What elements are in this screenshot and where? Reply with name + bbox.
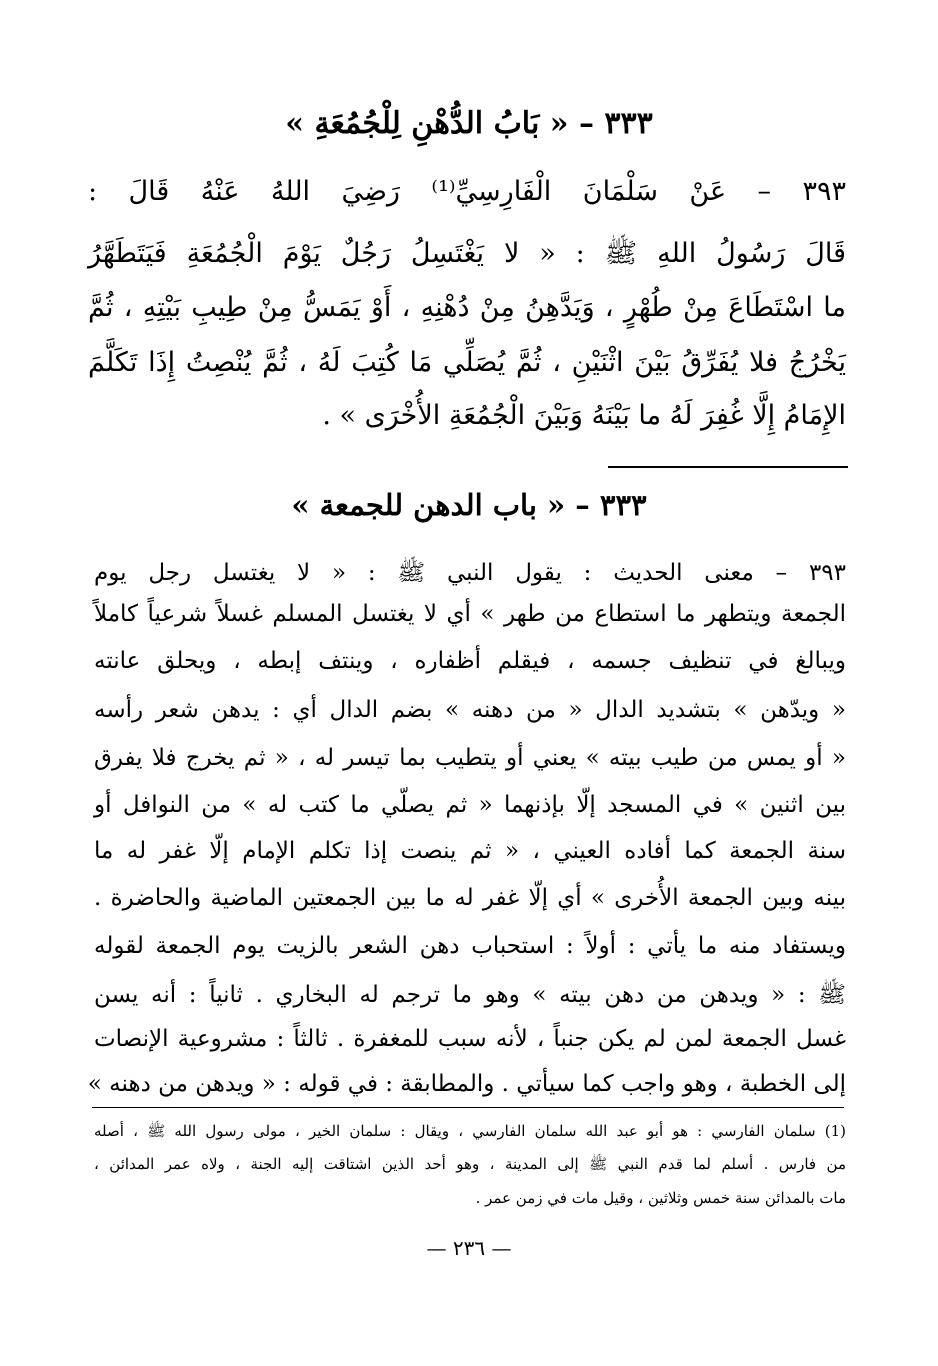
footnote-line: مات بالمدائن سنة خمس وثلاثين ، وقيل مات في زمن عمر .: [475, 1189, 846, 1207]
footnote-line: من فارس . أسلم لما قدم النبي ﷺ إلى المدينة ، وهو أحد الذين اشتاقت إليه الجنة ، ولاه عمر المدائن ،: [94, 1155, 846, 1173]
commentary-line: ويبالغ في تنظيف جسمه ، فيقلم أظفاره ، وينتف إبطه ، ويحلق عانته: [94, 648, 846, 674]
footnote-line: (1) سلمان الفارسي : هو أبو عبد الله سلمان الفارسي ، ويقال : سلمان الخير ، مولى رسول الله ﷺ ، أصله: [94, 1122, 846, 1140]
commentary-line: إلى الخطبة ، وهو واجب كما سيأتي . والمطابقة : في قوله : « ويدهن من دهنه »: [87, 1071, 846, 1097]
commentary-line: بين اثنين » في المسجد إلّا بإذنهما « ثم يصلّي ما كتب له » من النوافل أو: [94, 792, 846, 818]
section-divider: [608, 466, 848, 468]
commentary-line: ﷺ : « ويدهن من دهن بيته » وهو ما ترجم له البخاري . ثانياً : أنه يسن: [94, 982, 846, 1008]
hadith-line: ما اسْتَطَاعَ مِنْ طُهْرٍ ، وَيَدَّهِنُ مِنْ دُهْنِهِ ، أَوْ يَمَسُّ مِنْ طِيبِ بَيْتِهِ ، ثُمَّ: [88, 292, 846, 323]
commentary-line: سنة الجمعة كما أفاده العيني ، « ثم ينصت إذا تكلم الإمام إلّا غفر له ما: [94, 838, 846, 864]
commentary-line: غسل الجمعة لمن لم يكن جنباً ، لأنه سبب للمغفرة . ثالثاً : مشروعية الإنصات: [94, 1026, 846, 1052]
commentary-line: ويستفاد منه ما يأتي : أولاً : استحباب دهن الشعر بالزيت يوم الجمعة لقوله: [94, 933, 846, 959]
commentary-line: الجمعة ويتطهر ما استطاع من طهر » أي لا يغتسل المسلم غسلاً شرعياً كاملاً: [94, 601, 846, 627]
section-title-commentary: ٣٣٣ – « باب الدهن للجمعة »: [291, 488, 647, 522]
commentary-line: بينه وبين الجمعة الأُخرى » أي إلّا غفر له ما بين الجمعتين الماضية والحاضرة .: [94, 885, 846, 911]
commentary-line: ٣٩٣ – معنى الحديث : يقول النبي ﷺ : « لا يغتسل رجل يوم: [94, 560, 846, 586]
footnote-rule: [92, 1107, 844, 1108]
hadith-line: الإِمَامُ إِلَّا غُفِرَ لَهُ ما بَيْنَهُ وَبَيْنَ الْجُمُعَةِ الأُخْرَى » .: [322, 400, 846, 431]
commentary-line: « ويدّهن » بتشديد الدال « من دهنه » بضم الدال أي : يدهن شعر رأسه: [94, 697, 846, 723]
hadith-line: يَخْرُجُ فلا يُفَرِّقُ بَيْنَ اثْنَيْنِ ، ثُمَّ يُصَلِّي مَا كُتِبَ لَهُ ، ثُمَّ يُنْصِتُ إِذَا تَكَلَّمَ: [88, 347, 846, 378]
hadith-line: قَالَ رَسُولُ اللهِ ﷺ : « لا يَغْتَسِلُ رَجُلٌ يَوْمَ الْجُمُعَةِ فَيَتَطَهَّرُ: [88, 238, 846, 269]
page-number: — ٢٣٦ —: [426, 1236, 512, 1260]
section-title-hadith: ٣٣٣ – « بَابُ الدُّهْنِ لِلْجُمُعَةِ »: [285, 106, 653, 141]
hadith-line: ٣٩٣ – عَنْ سَلْمَانَ الْفَارِسِيِّ⁽¹⁾ رَضِيَ اللهُ عَنْهُ قَالَ :: [88, 176, 846, 207]
commentary-line: « أو يمس من طيب بيته » يعني أو يتطيب بما تيسر له ، « ثم يخرج فلا يفرق: [94, 745, 846, 771]
